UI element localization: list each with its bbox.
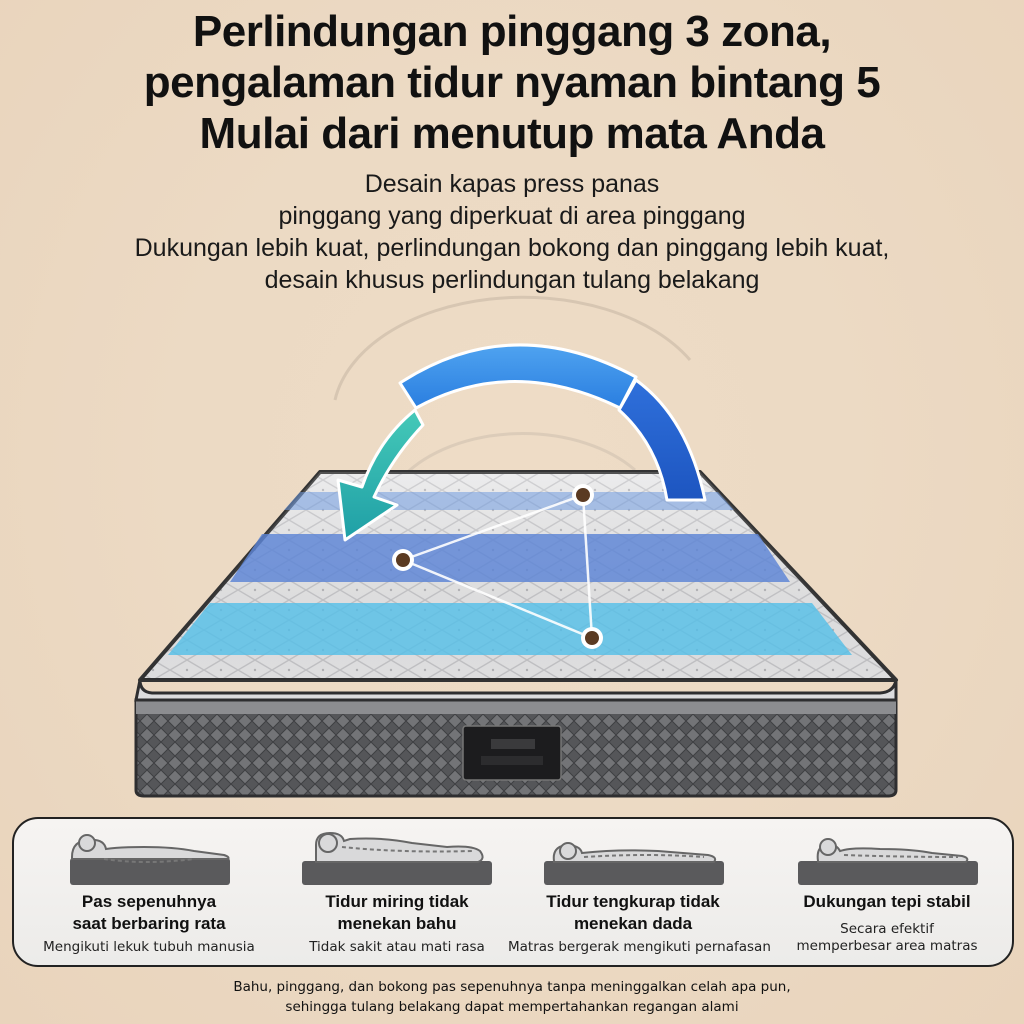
feature-title: Dukungan tepi stabil bbox=[803, 892, 971, 911]
subtext-line-2: pinggang yang diperkuat di area pinggang bbox=[278, 202, 746, 230]
footer-line-1: Bahu, pinggang, dan bokong pas sepenuhnya tanpa meninggalkan celah apa pun, bbox=[233, 979, 791, 995]
zone-hips bbox=[168, 603, 852, 655]
subtext-line-3: Dukungan lebih kuat, perlindungan bokong dan pinggang lebih kuat, bbox=[134, 234, 890, 262]
brand-label-icon bbox=[463, 726, 561, 780]
feature-lying-flat bbox=[24, 819, 274, 965]
feature-desc: Mengikuti lekuk tubuh manusia bbox=[43, 939, 255, 955]
pressure-point-shoulder bbox=[572, 484, 594, 506]
headline bbox=[0, 6, 1024, 159]
feature-edge-support bbox=[762, 819, 1012, 965]
footer-line-2: sehingga tulang belakang dapat mempertahankan regangan alami bbox=[285, 999, 739, 1015]
feature-title: Tidur miring tidak menekan bahu bbox=[325, 892, 469, 933]
subtext bbox=[0, 168, 1024, 296]
headline-line-3: Mulai dari menutup mata Anda bbox=[199, 109, 825, 158]
feature-desc: Matras bergerak mengikuti pernafasan bbox=[508, 939, 771, 955]
brand-label-sub-block bbox=[481, 756, 543, 765]
side-sleeping-icon bbox=[272, 825, 522, 891]
zone-waist bbox=[230, 534, 790, 582]
headline-line-1: Perlindungan pinggang 3 zona, bbox=[192, 7, 832, 56]
lying-flat-icon bbox=[24, 825, 274, 891]
subtext-line-4: desain khusus perlindungan tulang belakang bbox=[264, 266, 760, 294]
brand-label-text-block bbox=[491, 739, 535, 749]
stomach-sleeping-icon bbox=[508, 825, 758, 891]
headline-line-2: pengalaman tidur nyaman bintang 5 bbox=[143, 58, 881, 107]
feature-side-sleeping bbox=[272, 819, 522, 965]
feature-title: Pas sepenuhnya saat berbaring rata bbox=[72, 892, 226, 933]
feature-stomach-sleeping bbox=[508, 819, 771, 965]
feature-title: Tidur tengkurap tidak menekan dada bbox=[546, 892, 720, 933]
edge-support-icon bbox=[762, 825, 1012, 891]
pillow-top-edge bbox=[136, 680, 896, 700]
features-panel bbox=[12, 817, 1014, 967]
subtext-line-1: Desain kapas press panas bbox=[364, 170, 660, 198]
feature-desc: Secara efektif memperbesar area matras bbox=[796, 921, 978, 954]
feature-desc: Tidak sakit atau mati rasa bbox=[309, 939, 485, 955]
mattress-side-band bbox=[136, 700, 896, 714]
mattress-illustration bbox=[0, 280, 1024, 810]
pressure-point-hip bbox=[581, 627, 603, 649]
footer-note bbox=[0, 977, 1024, 1017]
pressure-point-waist bbox=[392, 549, 414, 571]
